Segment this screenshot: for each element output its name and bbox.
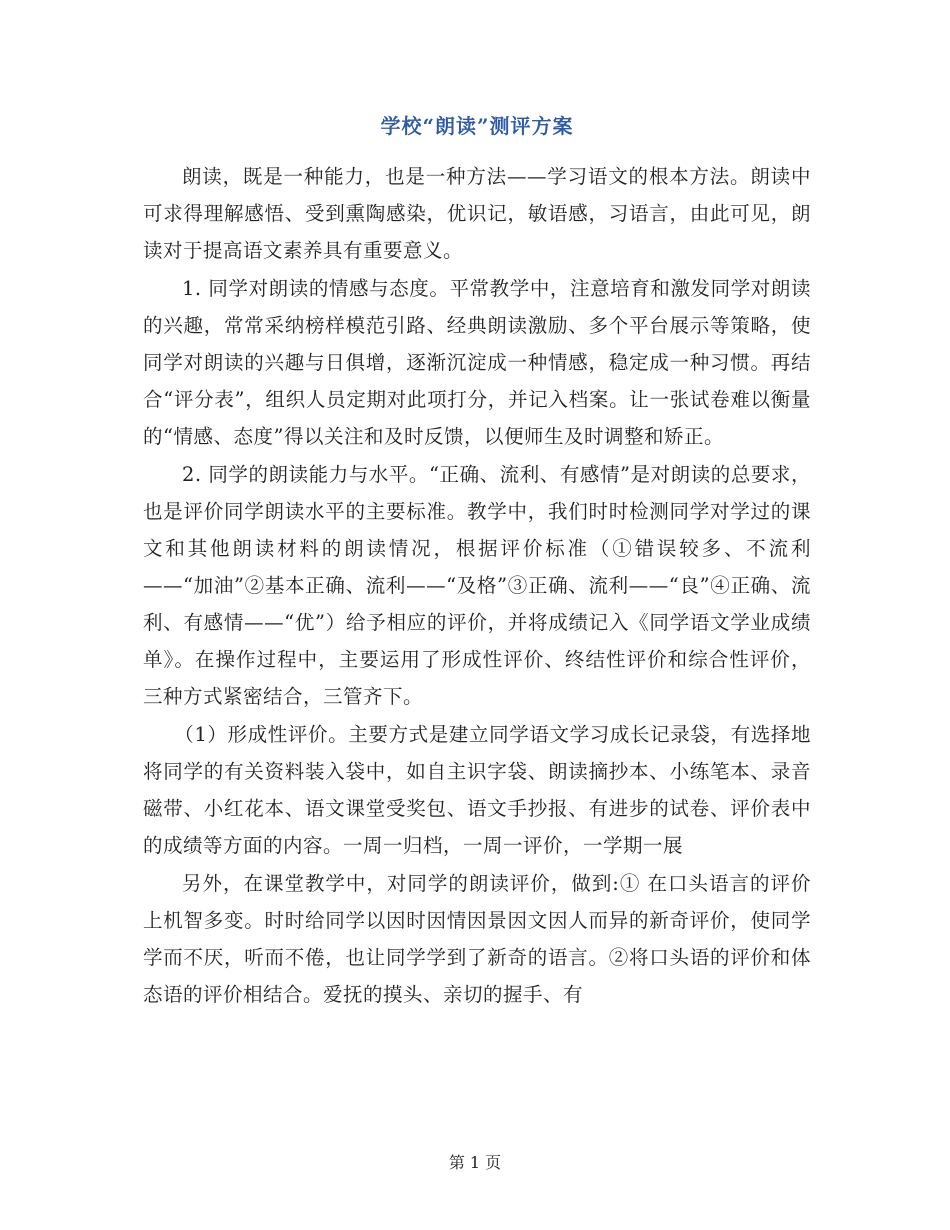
formative-evaluation-paragraph: （1）形成性评价。主要方式是建立同学语文学习成长记录袋，有选择地将同学的有关资料装入袋中，如自主识字袋、朗读摘抄本、小练笔本、录音磁带、小红花本、语文课堂受奖包、语文手抄报、有进步的试卷、评价表中的成绩等方面的内容。一周一归档，一周一评价，一学期一展 [143, 723, 811, 857]
section-1-paragraph: 1. 同学对朗读的情感与态度。平常教学中，注意培育和激发同学对朗读的兴趣，常常采纳榜样模范引路、经典朗读激励、多个平台展示等策略，使同学对朗读的兴趣与日俱增，逐渐沉淀成一种情感，稳定成一种习惯。再结合“评分表”，组织人员定期对此项打分，并记入档案。让一张试卷难以衡量的“情感、态度”得以关注和及时反馈，以便师生及时调整和矫正。 [143, 277, 811, 448]
page-number: 第 1 页 [448, 1153, 502, 1172]
document-body [143, 110, 811, 1013]
document-title: 学校“朗读”测评方案 [380, 114, 574, 138]
classroom-evaluation-paragraph: 另外，在课堂教学中，对同学的朗读评价，做到:① 在口头语言的评价上机智多变。时时给同学以因时因情因景因文因人而异的新奇评价，使同学学而不厌，听而不倦，也让同学学到了新奇的语言。②将口头语的评价和体态语的评价相结合。爱抚的摸头、亲切的握手、有 [143, 872, 811, 1006]
section-2-paragraph: 2. 同学的朗读能力与水平。“正确、流利、有感情”是对朗读的总要求，也是评价同学朗读水平的主要标准。教学中，我们时时检测同学对学过的课文和其他朗读材料的朗读情况，根据评价标准（①错误较多、不流利——“加油”②基本正确、流利——“及格”③正确、流利——“良”④正确、流利、有感情——“优”）给予相应的评价，并将成绩记入《同学语文学业成绩单》。在操作过程中，主要运用了形成性评价、终结性评价和综合性评价，三种方式紧密结合，三管齐下。 [143, 463, 811, 708]
intro-paragraph: 朗读，既是一种能力，也是一种方法——学习语文的根本方法。朗读中可求得理解感悟、受到熏陶感染，优识记，敏语感，习语言，由此可见，朗读对于提高语文素养具有重要意义。 [143, 165, 811, 262]
